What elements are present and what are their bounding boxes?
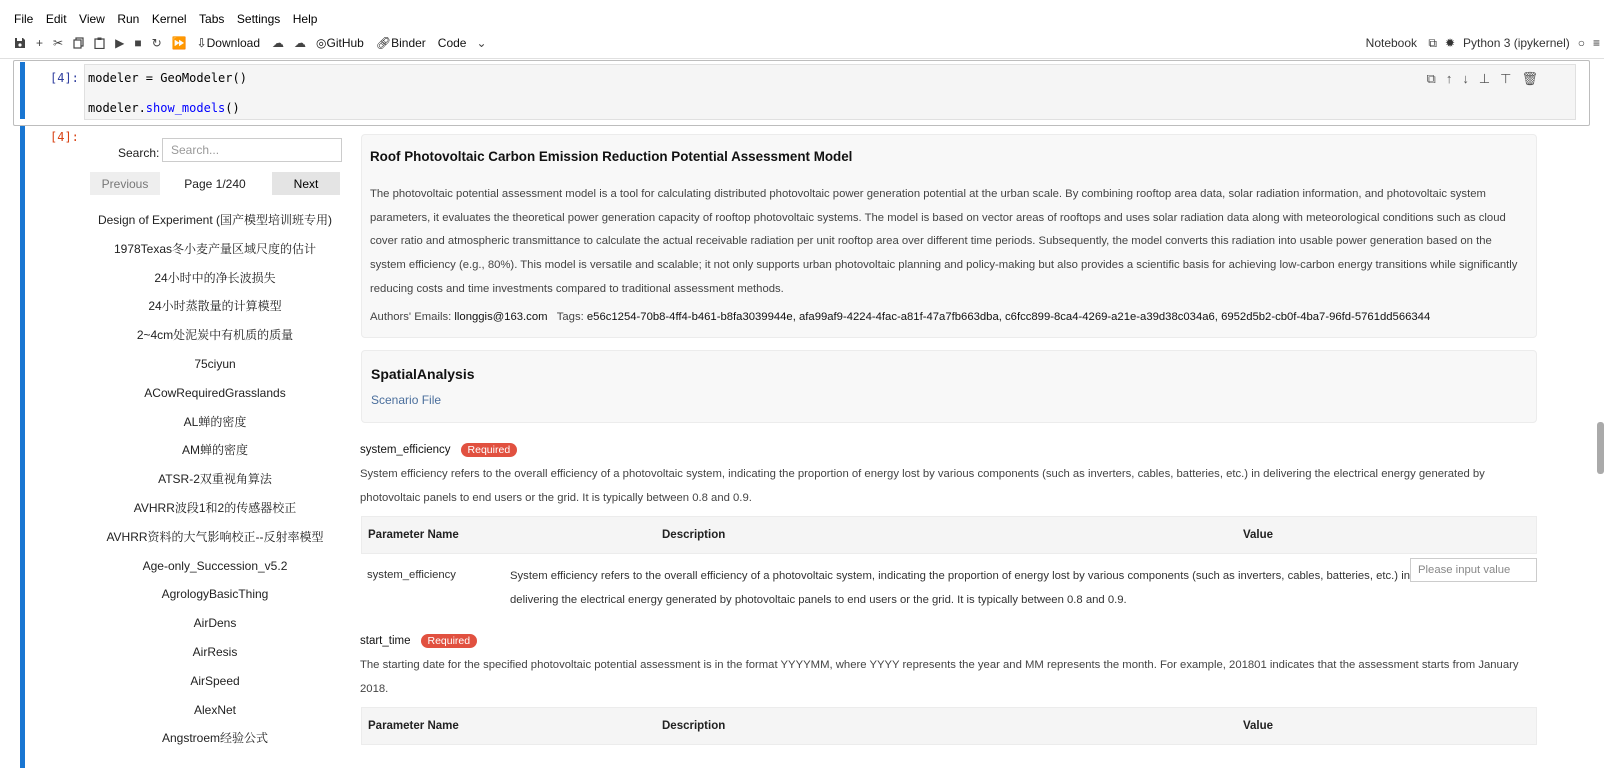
restart-icon[interactable]: ↻ xyxy=(151,36,162,50)
search-label: Search: xyxy=(118,146,160,160)
col-description: Description xyxy=(662,529,726,541)
insert-below-icon[interactable]: ⊤ xyxy=(1500,71,1512,86)
stop-icon[interactable]: ■ xyxy=(134,36,142,50)
tags-label: Tags: xyxy=(556,311,584,323)
cell-active-bar xyxy=(20,62,25,119)
model-description: The photovoltaic potential assessment model is a tool for calculating distributed photovoltaic power generation potential at the urban scale. By combining rooftop area data, solar radiation information, and photovoltaic system parameters, it evaluates the theoretical power generation capacity of rooftop photovoltaic systems. The model is based on vector areas of rooftops and uses solar radiation data along with meteorological conditions such as cloud cover ratio and atmospheric transmittance to calculate the actual receivable radiation per unit rooftop area over different time periods. Subsequently, the model converts this radiation into usable power generation based on the system efficiency (e.g., 80%). This model is versatile and scalable; it not only supports urban photovoltaic planning and policy-making but also provides a scientific basis for achieving low-carbon energy transitions while significantly reducing costs and time investments compared to traditional assessment methods. xyxy=(370,188,1518,295)
param-name: system_efficiency xyxy=(360,444,451,456)
model-item[interactable]: AVHRR资料的大气影响校正--反射率模型 xyxy=(106,529,324,544)
param-description: System efficiency refers to the overall efficiency of a photovoltaic system, indicating the proportion of energy lost by various components (such as inverters, cables, batteries, etc.) in delivering the electrical energy generated by photovoltaic panels to end users or the grid. It is typically between 0.8 and 0.9. xyxy=(360,468,1485,504)
code-line-1: modeler = GeoModeler() xyxy=(88,71,247,85)
model-item[interactable]: AVHRR波段1和2的传感器校正 xyxy=(133,500,297,515)
menu-tabs[interactable]: Tabs xyxy=(199,12,225,26)
menu-settings[interactable]: Settings xyxy=(236,12,281,26)
page-indicator: Page 1/240 xyxy=(184,176,246,191)
model-item[interactable]: Angstroem经验公式 xyxy=(161,731,269,746)
menu-view[interactable]: View xyxy=(79,12,105,26)
kernel-name[interactable]: Python 3 (ipykernel) xyxy=(1463,36,1570,50)
cloud-download-icon[interactable]: ☁ xyxy=(294,36,307,50)
authors-value: llonggis@163.com xyxy=(454,311,548,323)
model-item[interactable]: AlexNet xyxy=(193,702,237,717)
menu-edit[interactable]: Edit xyxy=(45,12,67,26)
model-item[interactable]: ATSR-2双重视角算法 xyxy=(158,472,272,487)
spatial-analysis-title: SpatialAnalysis xyxy=(371,366,475,382)
col-value: Value xyxy=(1243,720,1274,732)
input-prompt: [4]: xyxy=(50,71,79,85)
insert-above-icon[interactable]: ⊥ xyxy=(1478,71,1491,86)
model-meta xyxy=(370,311,1430,323)
menu-bar xyxy=(0,0,1604,32)
next-button[interactable]: Next xyxy=(272,172,340,195)
param-header xyxy=(360,634,477,648)
download-button[interactable]: ⇩Download xyxy=(196,36,261,50)
cell-toolbar xyxy=(1427,71,1538,87)
previous-button[interactable]: Previous xyxy=(90,172,160,195)
scenario-file-link[interactable]: Scenario File xyxy=(371,393,442,407)
output-prompt: [4]: xyxy=(50,130,79,144)
link-icon: 🔗︎ xyxy=(375,36,392,50)
add-cell-icon[interactable]: + xyxy=(36,36,44,50)
param-header xyxy=(360,443,517,457)
scrollbar-thumb[interactable] xyxy=(1597,422,1604,474)
fast-forward-icon[interactable]: ⏩ xyxy=(171,36,187,50)
model-item[interactable]: 24小时蒸散量的计算模型 xyxy=(148,299,282,314)
run-icon[interactable]: ▶ xyxy=(115,36,125,50)
github-icon: ◎ xyxy=(316,36,327,50)
col-parameter-name: Parameter Name xyxy=(368,529,459,541)
paste-icon[interactable] xyxy=(94,34,105,52)
delete-icon[interactable]: 🗑︎ xyxy=(1521,71,1538,86)
col-value: Value xyxy=(1243,529,1274,541)
model-item[interactable]: 1978Texas冬小麦产量区域尺度的估计 xyxy=(113,241,317,256)
code-editor[interactable] xyxy=(84,64,1576,120)
notebook-toolbar xyxy=(0,32,1604,54)
kernel-status-icon: ○ xyxy=(1577,36,1585,50)
move-down-icon[interactable]: ↓ xyxy=(1462,71,1469,86)
model-item[interactable]: AgrologyBasicThing xyxy=(161,587,269,602)
spatial-analysis-card xyxy=(361,350,1537,423)
github-button[interactable]: ◎GitHub xyxy=(316,36,364,50)
col-description: Description xyxy=(662,720,726,732)
param-description: The starting date for the specified photovoltaic potential assessment is in the format YYYYMM, where YYYY represents the year and MM represents the month. For example, 201801 indicates that the assessment starts from January 2018. xyxy=(360,659,1519,695)
bug-icon[interactable]: ✹ xyxy=(1444,36,1456,50)
output-bar xyxy=(20,126,25,768)
param-name: start_time xyxy=(360,635,411,647)
external-link-icon: ⧉ xyxy=(1428,35,1437,50)
menu-help[interactable]: Help xyxy=(292,12,318,26)
model-item[interactable]: AirResis xyxy=(192,644,238,659)
save-icon[interactable] xyxy=(14,34,26,52)
model-item[interactable]: ACowRequiredGrasslands xyxy=(144,385,286,400)
chevron-down-icon[interactable]: ⌄ xyxy=(476,36,487,50)
cell-type-select[interactable]: Code xyxy=(437,36,467,50)
menu-icon[interactable]: ≡ xyxy=(1592,36,1600,50)
tags-value: e56c1254-70b8-4ff4-b461-b8fa3039944e, afa99af9-4224-4fac-a81f-47a7fb663dba, c6fcc899-8ca4-4269-a21e-a39d38c034a6, 6952d5b2-cb0f-4ba7-96fd-5761dd566344 xyxy=(586,311,1431,323)
duplicate-icon[interactable]: ⧉ xyxy=(1426,71,1436,86)
toolbar-right xyxy=(1350,32,1604,54)
model-item[interactable]: Design of Experiment (国产模型培训班专用) xyxy=(97,213,333,227)
row-param-name: system_efficiency xyxy=(367,569,456,581)
notebook-button[interactable]: Notebook ⧉ xyxy=(1365,35,1437,50)
copy-icon[interactable] xyxy=(73,34,84,52)
model-item[interactable]: AirDens xyxy=(193,616,237,631)
model-item[interactable]: AirSpeed xyxy=(190,673,240,688)
model-item[interactable]: 24小时中的净长波损失 xyxy=(154,270,276,285)
menu-run[interactable]: Run xyxy=(117,12,140,26)
model-item[interactable]: AM蝉的密度 xyxy=(181,443,248,458)
required-badge: Required xyxy=(461,443,518,457)
model-item[interactable]: 2~4cm处泥炭中有机质的质量 xyxy=(136,328,294,343)
code-line-2: modeler.show_models() xyxy=(88,101,240,115)
search-input[interactable] xyxy=(162,138,342,162)
authors-label: Authors' Emails: xyxy=(370,311,452,323)
model-title: Roof Photovoltaic Carbon Emission Reduction Potential Assessment Model xyxy=(370,149,853,164)
menu-kernel[interactable]: Kernel xyxy=(151,12,187,26)
param-table-header xyxy=(361,707,1537,745)
required-badge: Required xyxy=(421,634,478,648)
row-param-description: System efficiency refers to the overall efficiency of a photovoltaic system, indicating the proportion of energy lost by various components (such as inverters, cables, batteries, etc.) in delivering the electrical energy generated by photovoltaic panels to end users or the grid. It is typically between 0.8 and 0.9. xyxy=(510,570,1411,606)
value-input[interactable] xyxy=(1410,558,1537,582)
model-item[interactable]: 75ciyun xyxy=(194,356,236,371)
col-parameter-name: Parameter Name xyxy=(368,720,459,732)
download-icon: ⇩ xyxy=(196,36,207,50)
move-up-icon[interactable]: ↑ xyxy=(1445,71,1453,86)
menu-file[interactable]: File xyxy=(14,12,34,26)
model-list xyxy=(90,208,340,755)
model-item[interactable]: AL蝉的密度 xyxy=(183,414,247,429)
param-table-header xyxy=(361,516,1537,554)
cloud-upload-icon[interactable]: ☁ xyxy=(272,36,285,50)
cut-icon[interactable]: ✂ xyxy=(53,36,64,50)
binder-button[interactable]: 🔗︎Binder xyxy=(375,36,426,50)
model-item[interactable]: Age-only_Succession_v5.2 xyxy=(142,558,288,573)
